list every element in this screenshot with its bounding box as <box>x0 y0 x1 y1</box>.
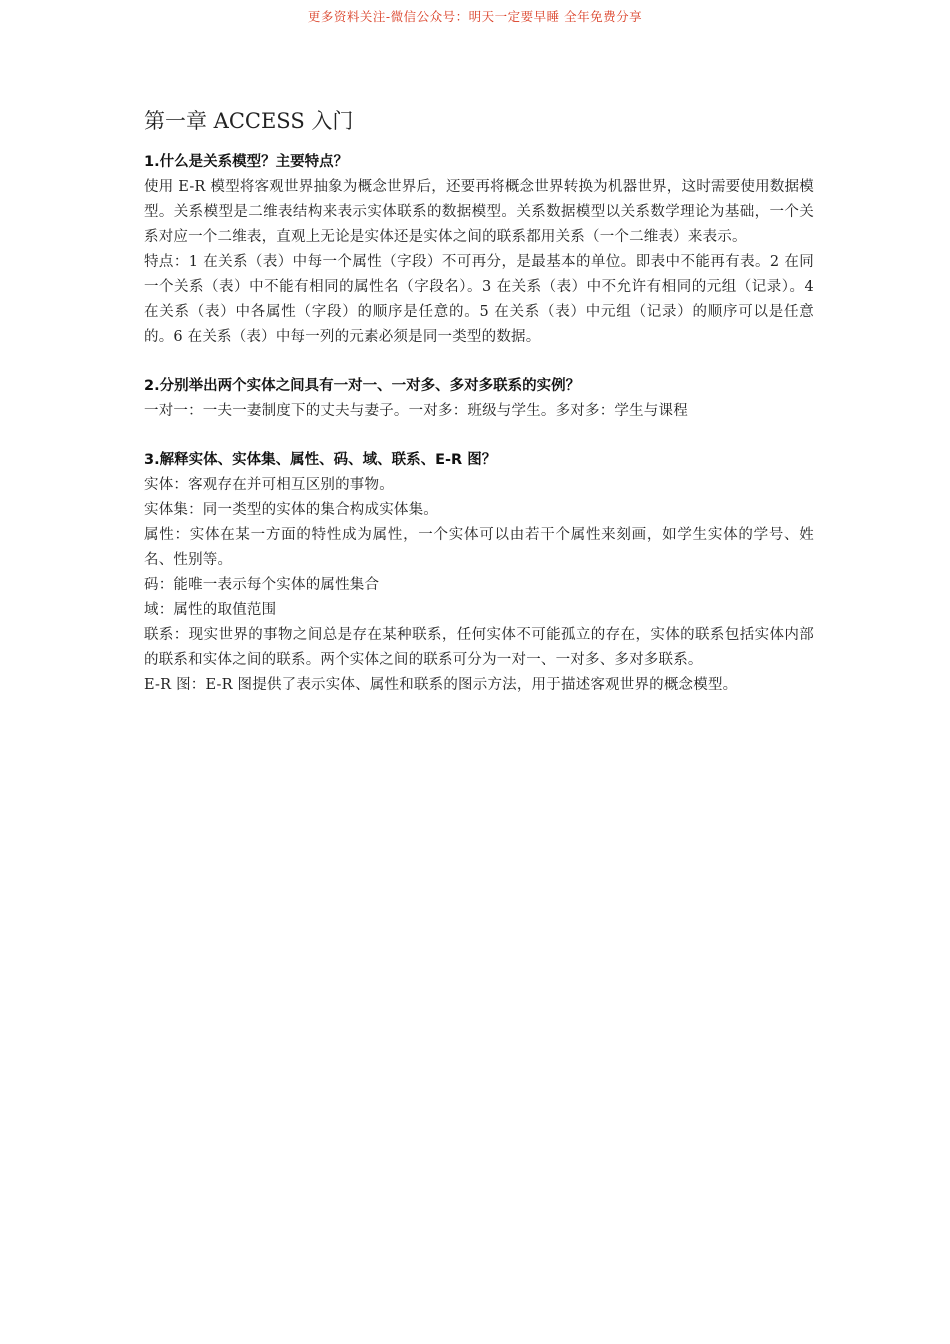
definition-domain: 域：属性的取值范围 <box>144 602 277 618</box>
paragraph: 一对一：一夫一妻制度下的丈夫与妻子。一对多：班级与学生。多对多：学生与课程 <box>144 403 688 419</box>
definition-er-diagram: E-R 图：E-R 图提供了表示实体、属性和联系的图示方法，用于描述客观世界的概念模型。 <box>144 677 738 693</box>
question-heading: 3.解释实体、实体集、属性、码、域、联系、E-R 图？ <box>144 452 497 468</box>
section-relationship-examples <box>144 374 814 424</box>
definition-key: 码：能唯一表示每个实体的属性集合 <box>144 577 380 593</box>
chapter-title: 第一章 ACCESS 入门 <box>144 109 354 133</box>
header-banner: 更多资料关注-微信公众号：明天一定要早睡 全年免费分享 <box>307 9 643 24</box>
section-relational-model <box>144 150 814 350</box>
section-definitions <box>144 448 814 698</box>
question-heading: 2.分别举出两个实体之间具有一对一、一对多、多对多联系的实例？ <box>144 378 581 394</box>
paragraph: 特点：1 在关系（表）中每一个属性（字段）不可再分，是最基本的单位。即表中不能再有表。2 在同一个关系（表）中不能有相同的属性名（字段名）。3 在关系（表）中不允许有相同的元组（记录）。4 在关系（表）中各属性（字段）的顺序是任意的。5 在关系（表）中元组（记录）的顺序可以是任意的。6 在关系（表）中每一列的元素必须是同一类型的数据。 <box>144 254 814 345</box>
document-body <box>144 106 814 698</box>
paragraph: 使用 E-R 模型将客观世界抽象为概念世界后，还要再将概念世界转换为机器世界，这时需要使用数据模型。关系模型是二维表结构来表示实体联系的数据模型。关系数据模型以关系数学理论为基础，一个关系对应一个二维表，直观上无论是实体还是实体之间的联系都用关系（一个二维表）来表示。 <box>144 179 814 245</box>
definition-attribute: 属性：实体在某一方面的特性成为属性，一个实体可以由若干个属性来刻画，如学生实体的学号、姓名、性别等。 <box>144 527 814 568</box>
definition-entity: 实体：客观存在并可相互区别的事物。 <box>144 477 394 493</box>
definition-relationship: 联系：现实世界的事物之间总是存在某种联系，任何实体不可能孤立的存在，实体的联系包括实体内部的联系和实体之间的联系。两个实体之间的联系可分为一对一、一对多、多对多联系。 <box>144 627 814 668</box>
question-heading: 1.什么是关系模型？主要特点？ <box>144 154 349 170</box>
definition-entity-set: 实体集：同一类型的实体的集合构成实体集。 <box>144 502 438 518</box>
